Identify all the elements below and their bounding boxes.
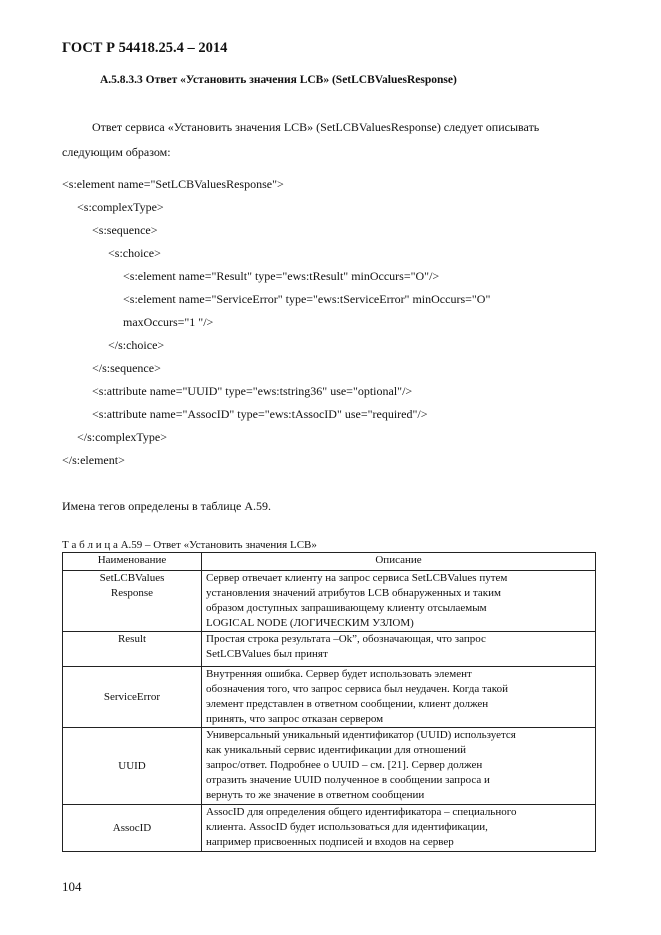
table-row (63, 805, 596, 852)
table-row (63, 571, 596, 632)
row-description-text: запрос/ответ. Подробнее о UUID – см. [21]. Сервер должен (206, 759, 483, 771)
code-line: <s:choice> (108, 246, 161, 260)
row-description-text: например присвоенных подписей и входов на сервер (206, 836, 454, 848)
code-line: <s:element name="ServiceError" type="ews:tServiceError" minOccurs="O" (123, 292, 491, 306)
code-line: <s:complexType> (77, 200, 164, 214)
code-line: <s:attribute name="AssocID" type="ews:tAssocID" use="required"/> (92, 407, 428, 421)
table-a59 (62, 552, 596, 852)
row-description-text: установления значений атрибутов LCB обнаруженных и таким (206, 587, 501, 599)
code-line: maxOccurs="1 "/> (123, 315, 214, 329)
row-name-text: Result (117, 633, 147, 645)
code-line: <s:element name="SetLCBValuesResponse"> (62, 177, 284, 191)
header-description: Описание (202, 553, 596, 571)
row-description-cell (202, 805, 596, 852)
row-description-text: Внутренняя ошибка. Сервер будет использовать элемент (206, 668, 472, 680)
row-description-text: LOGICAL NODE (ЛОГИЧЕСКИМ УЗЛОМ) (206, 617, 414, 629)
code-line: <s:sequence> (92, 223, 158, 237)
row-name-text: Response (110, 587, 154, 599)
table-header-row (63, 553, 596, 571)
table-caption: Т а б л и ц а А.59 – Ответ «Установить значения LCB» (62, 539, 317, 551)
intro-line-2: следующим образом: (62, 145, 171, 159)
code-line: </s:choice> (108, 338, 165, 352)
row-description-text: образом доступных запрашивающему клиенту отсылаемым (206, 602, 487, 614)
row-description-text: вернуть то же значение в ответном сообщении (206, 789, 425, 801)
row-description-text: AssocID для определения общего идентификатора – специального (206, 806, 517, 818)
row-name-text: SetLCBValues (99, 572, 165, 584)
code-line: </s:complexType> (77, 430, 168, 444)
table-row (63, 632, 596, 667)
table-row (63, 667, 596, 728)
code-line: </s:element> (62, 453, 125, 467)
table-row (63, 728, 596, 805)
row-description-text: Сервер отвечает клиенту на запрос сервиса SetLCBValues путем (206, 572, 508, 584)
row-description-text: элемент представлен в ответном сообщении, клиент должен (206, 698, 489, 710)
row-name-cell (63, 667, 202, 728)
row-description-text: Универсальный уникальный идентификатор (UUID) используется (206, 729, 516, 741)
row-name-text: AssocID (112, 821, 152, 834)
row-description-text: Простая строка результата –Ok”, обозначающая, что запрос (206, 633, 486, 645)
row-name-cell (63, 632, 202, 667)
row-name-text: ServiceError (103, 690, 161, 703)
section-title: А.5.8.3.3 Ответ «Установить значения LCB» (SetLCBValuesResponse) (100, 74, 457, 86)
row-description-text: клиента. AssocID будет использоваться для идентификации, (206, 821, 488, 833)
row-name-cell (63, 728, 202, 805)
code-line: </s:sequence> (92, 361, 161, 375)
row-description-text: обозначения того, что запрос сервиса был неудачен. Когда такой (206, 683, 508, 695)
intro-line-1: Ответ сервиса «Установить значения LCB» (SetLCBValuesResponse) следует описывать (92, 120, 540, 134)
row-description-cell (202, 571, 596, 632)
row-description-cell (202, 728, 596, 805)
code-line: <s:element name="Result" type="ews:tResult" minOccurs="O"/> (123, 269, 440, 283)
code-line: <s:attribute name="UUID" type="ews:tstring36" use="optional"/> (92, 384, 413, 398)
row-description-text: отразить значение UUID полученное в сообщении запроса и (206, 774, 490, 786)
row-description-cell (202, 632, 596, 667)
row-name-cell (63, 571, 202, 632)
page-number: 104 (62, 879, 82, 894)
row-description-text: принять, что запрос отказан сервером (206, 713, 384, 725)
tags-note: Имена тегов определены в таблице А.59. (62, 499, 272, 513)
row-description-cell (202, 667, 596, 728)
row-name-text: UUID (118, 759, 146, 772)
document-header: ГОСТ Р 54418.25.4 – 2014 (62, 40, 228, 56)
row-name-cell (63, 805, 202, 852)
row-description-text: SetLCBValues был принят (206, 648, 328, 660)
header-name: Наименование (63, 553, 202, 571)
row-description-text: как уникальный сервис идентификации для отношений (206, 744, 467, 756)
